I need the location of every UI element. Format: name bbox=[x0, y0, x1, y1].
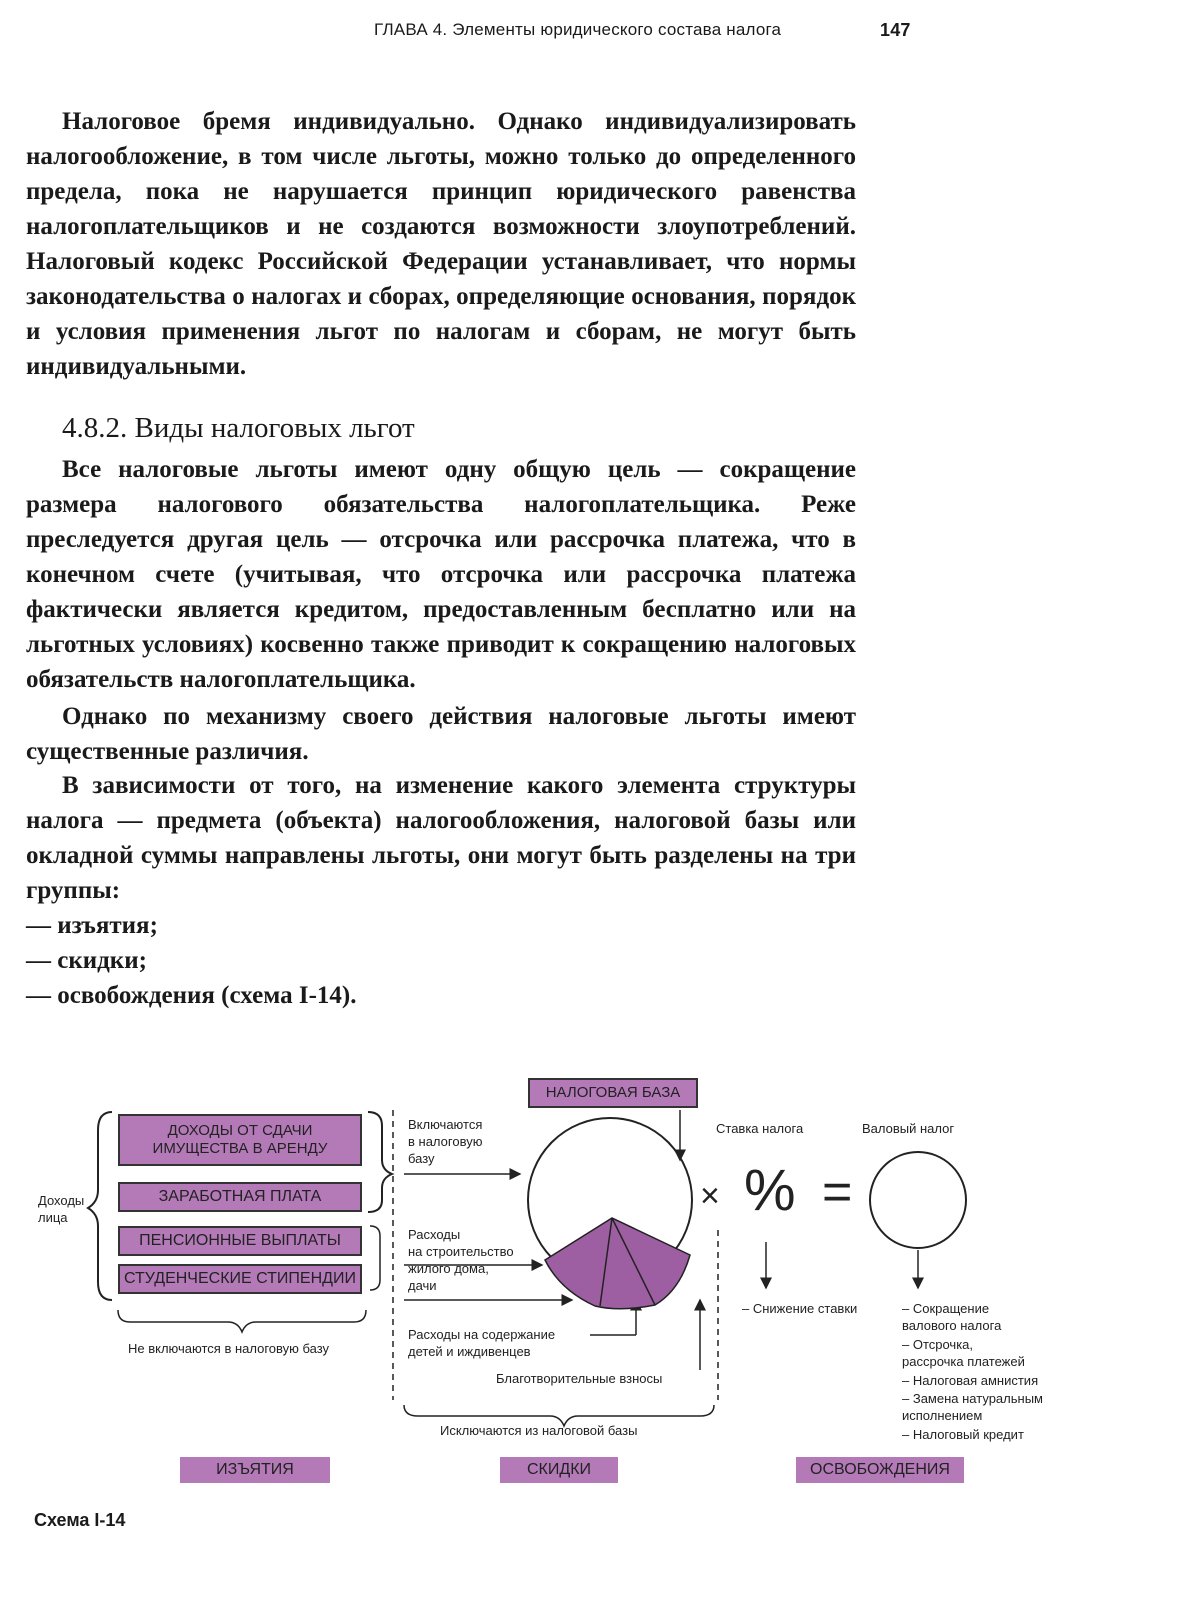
paragraph-3: Однако по механизму своего действия налоговые льготы имеют существенные различия. bbox=[26, 703, 856, 765]
excluded-wedge bbox=[545, 1218, 690, 1309]
benefit-types-list bbox=[26, 908, 356, 1013]
not-included-label: Не включаются в налоговую базу bbox=[128, 1341, 330, 1356]
exemption-item: – Отсрочка, рассрочка платежей bbox=[902, 1337, 1025, 1369]
percent-sign: % bbox=[744, 1158, 796, 1223]
included-label: Включаются в налоговую базу bbox=[408, 1117, 483, 1166]
list-item: — изъятия; bbox=[26, 912, 158, 939]
paragraph-2: Все налоговые льготы имеют одну общую цель — сокращение размера налогового обязательства налогоплательщика. Реже преследуется другая цель — отсрочка или рассрочка платежа, что в конечном счете (учитывая, что отсрочка или рассрочка платежа фактически является кредитом, предоставленным бесплатно или на льготных условиях) косвенно также приводит к сокращению налоговых обязательств налогоплательщика. bbox=[26, 456, 856, 693]
box-rental-income: ДОХОДЫ ОТ СДАЧИ ИМУЩЕСТВА В АРЕНДУ bbox=[118, 1114, 362, 1166]
paragraph-1: Налоговое бремя индивидуально. Однако индивидуализировать налогообложение, в том числе льготы, можно только до определенного предела, пока не нарушается принцип юридического равенства налогоплательщиков и не создаются возможности злоупотреблений. Налоговый кодекс Российской Федерации устанавливает, что нормы законодательства о налогах и сборах, определяющие основания, порядок и условия применения льгот по налогам и сборам, не могут быть индивидуальными. bbox=[26, 108, 856, 380]
scheme-diagram bbox=[0, 1050, 1203, 1550]
group-withdrawals: ИЗЪЯТИЯ bbox=[180, 1457, 330, 1483]
box-pensions: ПЕНСИОННЫЕ ВЫПЛАТЫ bbox=[118, 1226, 362, 1256]
gross-tax-circle bbox=[870, 1152, 966, 1248]
excluded-label: Исключаются из налоговой базы bbox=[440, 1423, 638, 1438]
paragraph-4: В зависимости от того, на изменение какого элемента структуры налога — предмета (объекта) налогообложения, налоговой базы или окладной суммы направлены льготы, они могут быть разделены на три группы: bbox=[26, 772, 856, 904]
gross-tax-label: Валовый налог bbox=[862, 1121, 955, 1136]
rate-label: Ставка налога bbox=[716, 1121, 804, 1136]
tax-base-box: НАЛОГОВАЯ БАЗА bbox=[528, 1078, 698, 1108]
section-heading: 4.8.2. Виды налоговых льгот bbox=[62, 412, 415, 444]
list-item: — скидки; bbox=[26, 947, 147, 974]
charity-label: Благотворительные взносы bbox=[496, 1371, 663, 1386]
times-sign: × bbox=[700, 1177, 720, 1215]
housing-expenses-label: Расходы на строительство жилого дома, дачи bbox=[408, 1227, 514, 1293]
bottom-brace bbox=[118, 1310, 366, 1332]
exemption-item: – Налоговый кредит bbox=[902, 1427, 1024, 1442]
page-number: 147 bbox=[880, 20, 911, 40]
box-salary: ЗАРАБОТНАЯ ПЛАТА bbox=[118, 1182, 362, 1212]
scheme-caption: Схема I-14 bbox=[34, 1510, 126, 1530]
right-brace bbox=[368, 1112, 392, 1212]
exemption-item: – Замена натуральным исполнением bbox=[902, 1391, 1043, 1423]
chapter-title: ГЛАВА 4. Элементы юридического состава налога bbox=[374, 20, 782, 39]
lower-bracket bbox=[370, 1226, 380, 1290]
box-stipends: СТУДЕНЧЕСКИЕ СТИПЕНДИИ bbox=[118, 1264, 362, 1294]
income-label: Доходы лица bbox=[38, 1193, 85, 1225]
rate-reduction-label: – Снижение ставки bbox=[742, 1301, 858, 1316]
exemption-item: – Сокращение валового налога bbox=[902, 1301, 1002, 1333]
children-expenses-label: Расходы на содержание детей и иждивенцев bbox=[408, 1327, 556, 1359]
list-item: — освобождения (схема I-14). bbox=[26, 982, 357, 1009]
exemption-item: – Налоговая амнистия bbox=[902, 1373, 1039, 1388]
equals-sign: = bbox=[822, 1163, 853, 1221]
group-exemptions: ОСВОБОЖДЕНИЯ bbox=[796, 1457, 964, 1483]
group-discounts: СКИДКИ bbox=[500, 1457, 618, 1483]
